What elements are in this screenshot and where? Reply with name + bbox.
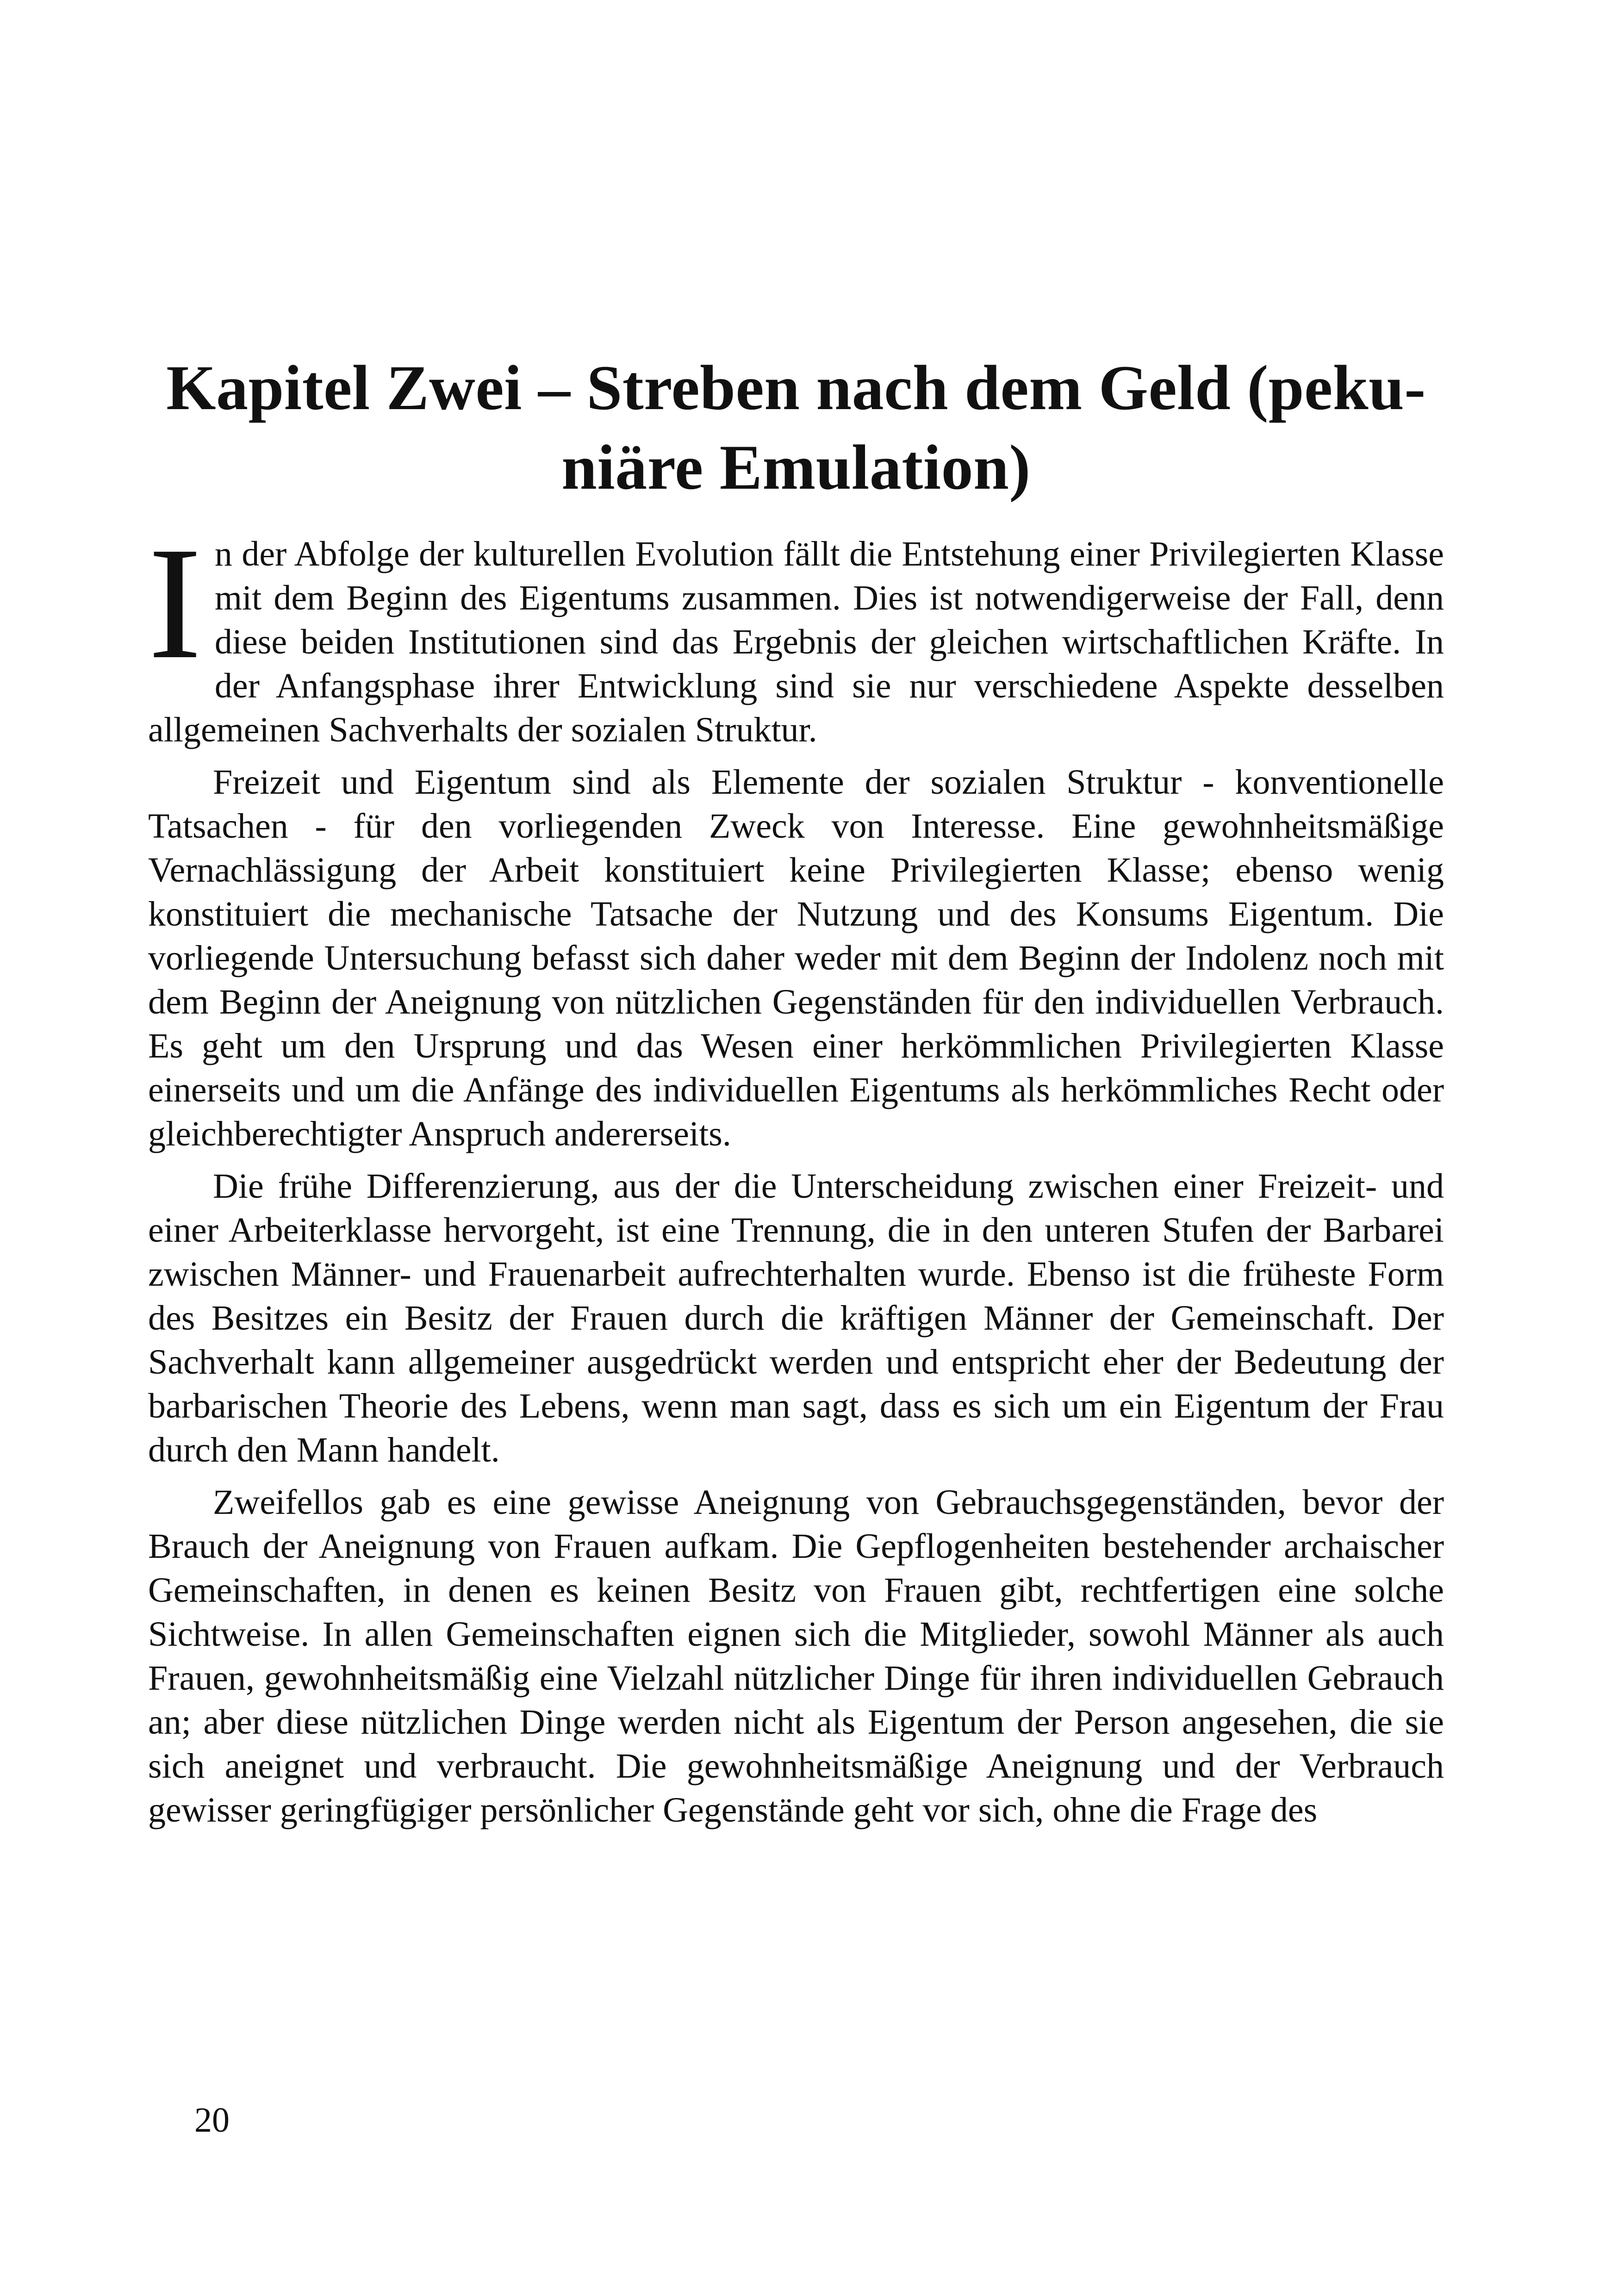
paragraph-1-text: n der Abfolge der kulturellen Evolution fällt die Entstehung einer Privilegierten Klasse mit dem Beginn des Eigentums zusammen. Dies ist notwendigerweise der Fall, denn diese beiden Institutionen sind das Ergebnis der gleichen wirtschaftlichen Kräfte. In der Anfangsphase ihrer Entwicklung sind sie nur verschiedene Aspekte desselben allgemeinen Sachverhalts der sozialen Struktur.: [148, 535, 1444, 749]
chapter-heading: [148, 348, 1444, 507]
paragraph-4: Zweifellos gab es eine gewisse Aneignung von Gebrauchsgegenständen, bevor der Brauch der Aneignung von Frauen aufkam. Die Gepflogenheiten bestehender archaischer Gemeinschaften, in denen es keinen Besitz von Frauen gibt, rechtfertigen eine solche Sichtweise. In allen Gemeinschaften eignen sich die Mitglieder, sowohl Männer als auch Frauen, gewohnheitsmäßig eine Vielzahl nützlicher Dinge für ihren individuellen Gebrauch an; aber diese nützlichen Dinge werden nicht als Eigentum der Person angesehen, die sie sich aneignet und verbraucht. Die gewohnheitsmäßige Aneignung und der Verbrauch gewisser geringfügiger persönlicher Gegenstände geht vor sich, ohne die Frage des: [148, 1483, 1444, 1829]
body-text: [148, 514, 1444, 1841]
paragraph-2: Freizeit und Eigentum sind als Elemente der sozialen Struktur - konventionelle Tatsachen - für den vorliegenden Zweck von Interesse. Eine gewohnheitsmäßige Vernachlässigung der Arbeit konstituiert keine Privilegierten Klasse; ebenso wenig konstituiert die mechanische Tatsache der Nutzung und des Konsums Eigentum. Die vorliegende Untersuchung befasst sich daher weder mit dem Beginn der Indolenz noch mit dem Beginn der Aneignung von nützlichen Gegenständen für den individuellen Verbrauch. Es geht um den Ursprung und das Wesen einer herkömmlichen Privilegierten Klasse einerseits und um die Anfänge des individuellen Eigentums als herkömmliches Recht oder gleichberechtigter Anspruch andererseits.: [148, 763, 1444, 1153]
paragraph-1: [148, 514, 1444, 752]
paragraph-3: Die frühe Differenzierung, aus der die Unterscheidung zwischen einer Freizeit- und einer Arbeiterklasse hervorgeht, ist eine Trennung, die in den unteren Stufen der Barbarei zwischen Männer- und Frauenarbeit aufrechterhalten wurde. Ebenso ist die früheste Form des Besitzes ein Besitz der Frauen durch die kräftigen Männer der Gemeinschaft. Der Sachverhalt kann allgemeiner ausgedrückt werden und entspricht eher der Bedeutung der barbarischen Theorie des Lebens, wenn man sagt, dass es sich um ein Eigentum der Frau durch den Mann handelt.: [148, 1167, 1444, 1469]
chapter-heading-line-2: niäre Emulation): [561, 432, 1031, 503]
chapter-heading-line-1: Kapitel Zwei – Streben nach dem Geld (peku-: [166, 352, 1426, 423]
drop-cap: I: [148, 514, 202, 692]
page-number: 20: [194, 2101, 230, 2140]
